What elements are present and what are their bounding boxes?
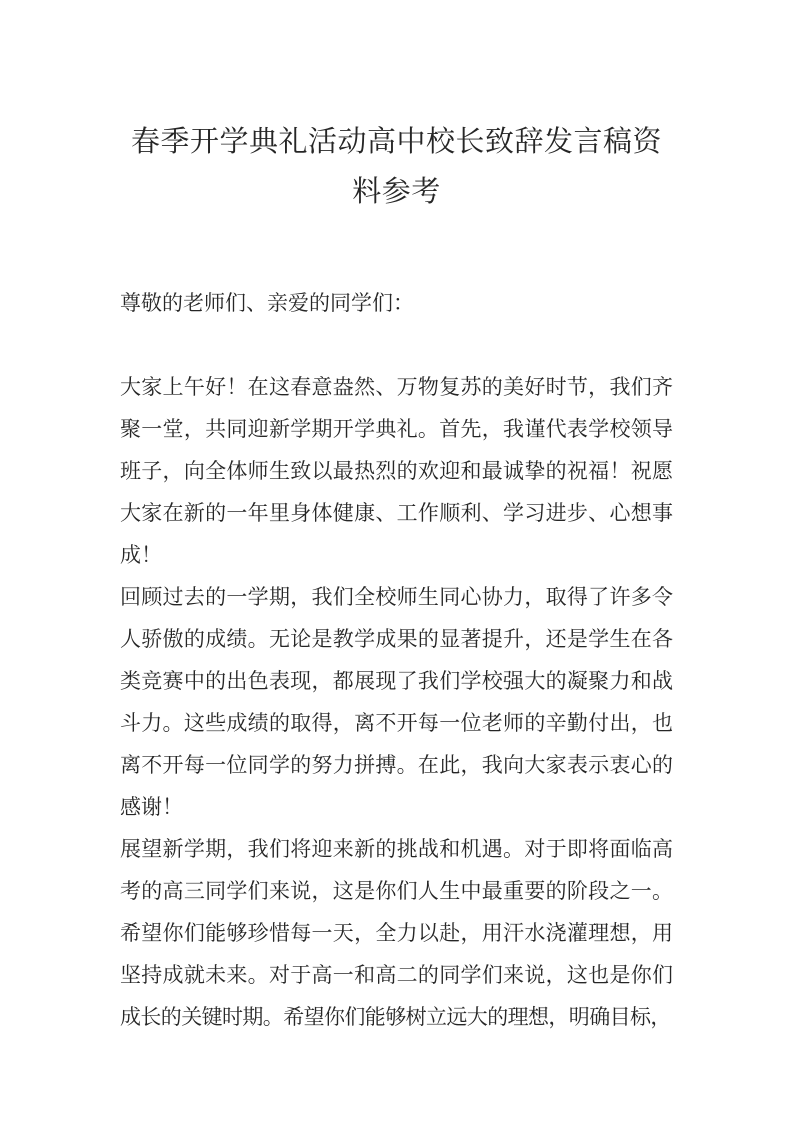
text-line: 展望新学期，我们将迎来新的挑战和机遇。对于即将面临高	[120, 837, 673, 861]
text-line: 回顾过去的一学期，我们全校师生同心协力，取得了许多令	[120, 585, 673, 609]
document-body	[120, 282, 673, 1038]
document-title-line-2: 料参考	[352, 176, 441, 208]
document-title-line-1: 春季开学典礼活动高中校长致辞发言稿资	[130, 126, 662, 158]
text-line: 考的高三同学们来说，这是你们人生中最重要的阶段之一。	[120, 879, 673, 903]
text-line	[120, 324, 673, 366]
text-line: 班子，向全体师生致以最热烈的欢迎和最诚挚的祝福！祝愿	[120, 459, 673, 483]
text-line: 离不开每一位同学的努力拼搏。在此，我向大家表示衷心的	[120, 753, 673, 777]
text-line: 聚一堂，共同迎新学期开学典礼。首先，我谨代表学校领导	[120, 417, 673, 441]
text-line: 大家上午好！在这春意盎然、万物复苏的美好时节，我们齐	[120, 375, 673, 399]
text-line: 成长的关键时期。希望你们能够树立远大的理想，明确目标，	[120, 1005, 671, 1029]
text-line: 坚持成就未来。对于高一和高二的同学们来说，这也是你们	[120, 963, 673, 987]
text-line: 斗力。这些成绩的取得，离不开每一位老师的辛勤付出，也	[120, 711, 673, 735]
text-line: 尊敬的老师们、亲爱的同学们：	[120, 291, 414, 315]
text-line: 人骄傲的成绩。无论是教学成果的显著提升，还是学生在各	[120, 627, 673, 651]
text-line: 成！	[120, 543, 162, 567]
document-title	[120, 117, 673, 217]
text-line: 希望你们能够珍惜每一天，全力以赴，用汗水浇灌理想，用	[120, 921, 673, 945]
text-line: 类竞赛中的出色表现，都展现了我们学校强大的凝聚力和战	[120, 669, 673, 693]
text-line: 感谢！	[120, 795, 183, 819]
text-line: 大家在新的一年里身体健康、工作顺利、学习进步、心想事	[120, 501, 673, 525]
